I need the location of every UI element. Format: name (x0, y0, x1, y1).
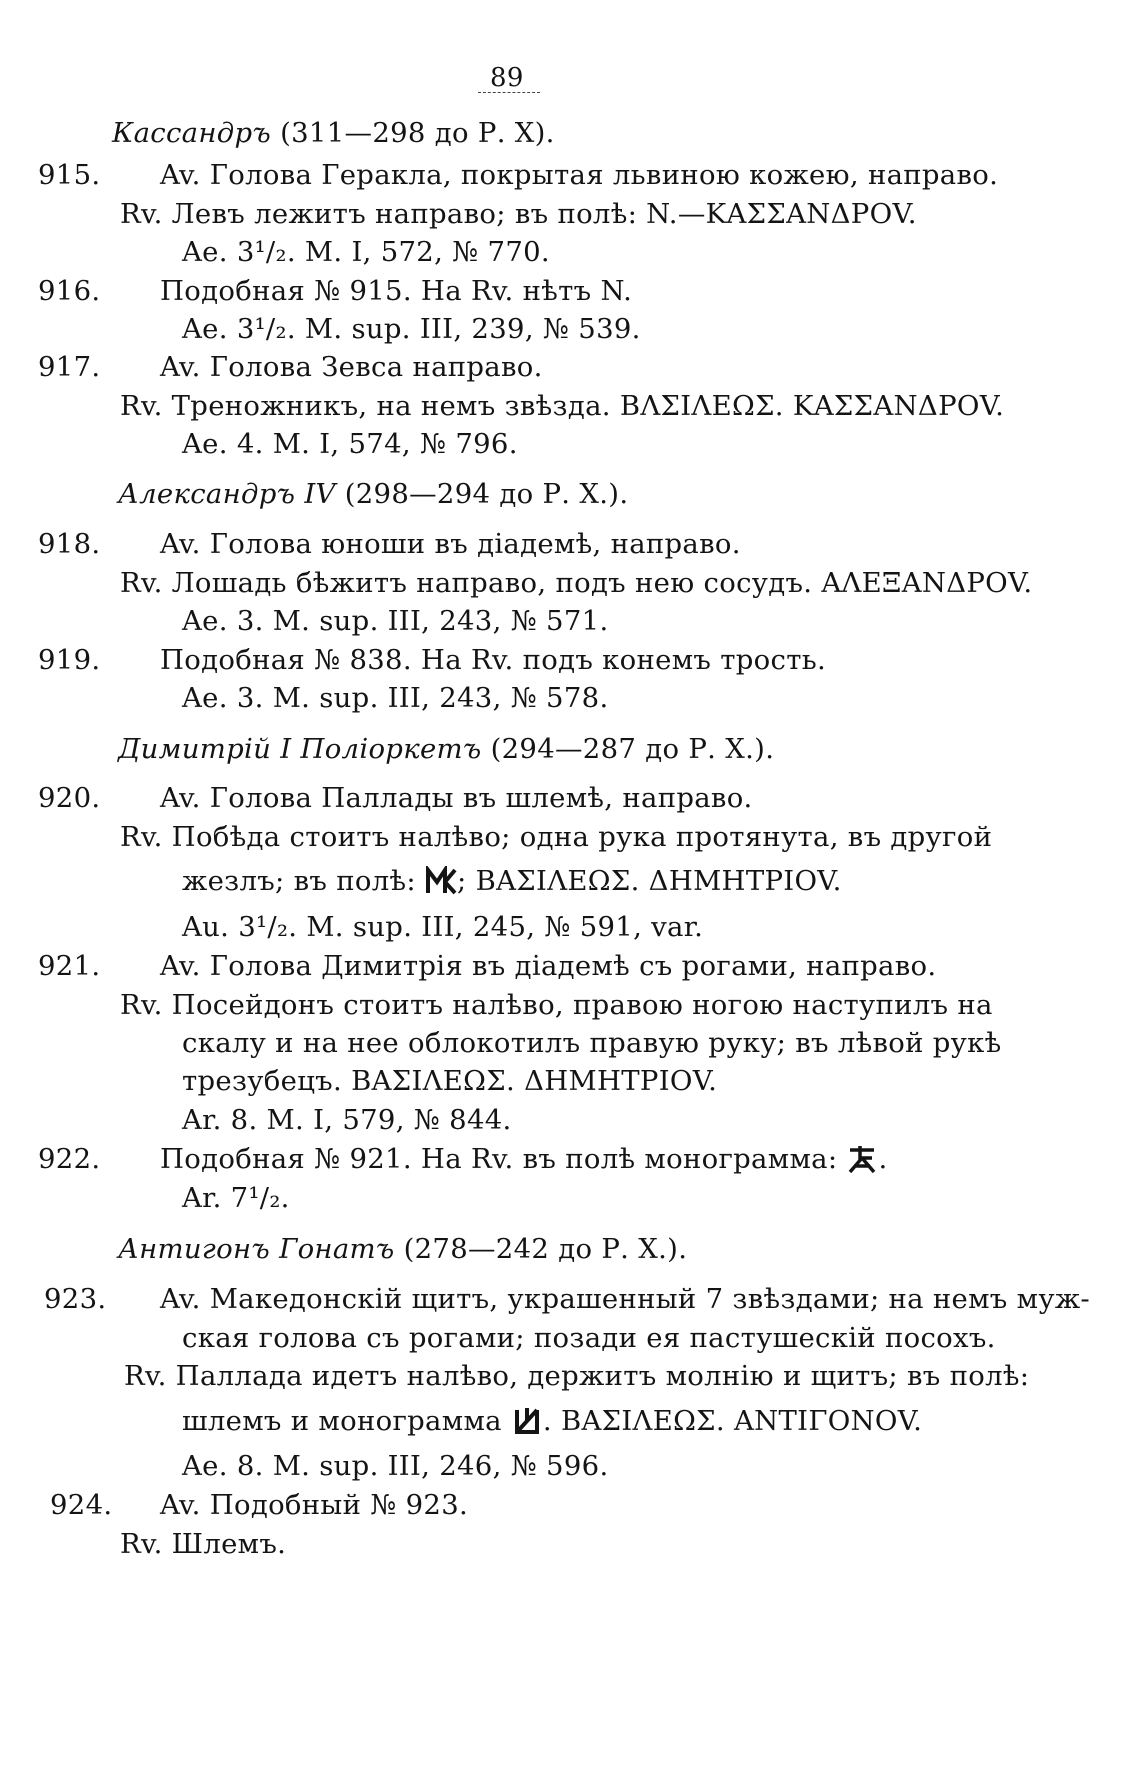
entry-920-ref: Au. 3¹/₂. M. sup. III, 245, № 591, var. (182, 911, 704, 943)
section-heading-alexander-iv (118, 474, 628, 514)
rv-text: жезлъ; въ полѣ: (182, 865, 416, 897)
ruler-name: Кассандръ (112, 117, 272, 149)
entry-923-rv: Rv. Паллада идетъ налѣво, держитъ молнію и щитъ; въ полѣ: (124, 1360, 1030, 1392)
entry-number: 920. (38, 782, 101, 814)
entry-917-rv: Rv. Треножникъ, на немъ звѣзда. ΒΛΣΙΛΕΩΣ. ΚΑΣΣΑΝΔΡΟV. (120, 390, 1005, 422)
entry-number: 917. (38, 351, 101, 383)
entry-921-ref: Ar. 8. M. I, 579, № 844. (182, 1104, 512, 1136)
rv-legend: . ΒΑΣΙΛΕΩΣ. ΑΝΤΙΓΟΝΟV. (542, 1405, 923, 1437)
obverse-text: Подобная № 915. На Rv. нѣтъ N. (160, 275, 633, 307)
entry-915-av (38, 155, 998, 195)
entry-number: 916. (38, 275, 101, 307)
entry-917-av (38, 347, 543, 387)
entry-920-av (38, 778, 753, 818)
rv-text: шлемъ и монограмма (182, 1405, 502, 1437)
entry-920-rv-cont (182, 861, 842, 901)
obverse-text: Av. Голова Димитрія въ діадемѣ съ рогами, направо. (160, 950, 937, 982)
entry-number: 918. (38, 528, 101, 560)
obverse-text: Подобная № 838. На Rv. подъ конемъ трость. (160, 644, 827, 676)
entry-923-av-cont: ская голова съ рогами; позади ея пастушескій посохъ. (182, 1322, 996, 1354)
entry-number: 915. (38, 159, 101, 191)
entry-919-av (38, 640, 826, 680)
section-heading-demetrios (118, 729, 774, 769)
ruler-dates: (298—294 до Р. Х.). (344, 478, 629, 510)
rv-legend: ; ΒΑΣΙΛΕΩΣ. ΔΗΜΗΤΡΙΟV. (457, 865, 842, 897)
obverse-text: Подобная № 921. На Rv. въ полѣ монограмма: (160, 1143, 838, 1175)
entry-923-av (44, 1279, 1090, 1319)
section-heading-antigonos (118, 1229, 687, 1269)
entry-922-av (38, 1139, 888, 1179)
ruler-name: Антигонъ Гонатъ (118, 1233, 395, 1265)
entry-916-ref: Ae. 3¹/₂. M. sup. III, 239, № 539. (182, 313, 641, 345)
ruler-name: Димитрій I Поліоркетъ (118, 733, 482, 765)
entry-924-rv: Rv. Шлемъ. (120, 1528, 287, 1560)
entry-916-av (38, 271, 632, 311)
ruler-dates: (294—287 до Р. Х.). (490, 733, 775, 765)
entry-924-av (50, 1485, 468, 1525)
monogram-922-icon (846, 1144, 878, 1174)
entry-915-ref: Ae. 3¹/₂. M. I, 572, № 770. (182, 236, 550, 268)
ruler-dates: (311—298 до Р. Х). (280, 117, 555, 149)
entry-921-av (38, 946, 936, 986)
entry-920-rv: Rv. Побѣда стоитъ налѣво; одна рука протянута, въ другой (120, 821, 993, 853)
entry-922-ref: Ar. 7¹/₂. (182, 1182, 290, 1214)
entry-number: 923. (44, 1283, 107, 1315)
obverse-text: Av. Голова юноши въ діадемѣ, направо. (160, 528, 741, 560)
entry-918-rv: Rv. Лошадь бѣжитъ направо, подъ нею сосудъ. ΑΛΕΞΑΝΔΡΟV. (120, 567, 1033, 599)
entry-918-ref: Ae. 3. M. sup. III, 243, № 571. (182, 605, 609, 637)
page-number: 89 (490, 63, 524, 93)
entry-number: 924. (50, 1489, 113, 1521)
entry-number: 921. (38, 950, 101, 982)
obverse-text: Av. Подобный № 923. (160, 1489, 469, 1521)
entry-921-rv-cont1: скалу и на нее облокотилъ правую руку; въ лѣвой рукѣ (182, 1027, 1002, 1059)
obverse-text: Av. Голова Зевса направо. (160, 351, 543, 383)
monogram-mk-icon (425, 866, 457, 896)
ruler-name: Александръ IV (118, 478, 336, 510)
entry-923-rv-cont (182, 1401, 922, 1441)
ruler-dates: (278—242 до Р. Х.). (403, 1233, 688, 1265)
page-number-rule (478, 92, 540, 93)
obverse-text: Av. Македонскій щитъ, украшенный 7 звѣздами; на немъ муж- (160, 1283, 1091, 1315)
entry-918-av (38, 524, 741, 564)
entry-921-rv: Rv. Посейдонъ стоитъ налѣво, правою ногою наступилъ на (120, 989, 993, 1021)
obverse-text: Av. Голова Геракла, покрытая львиною кожею, направо. (160, 159, 999, 191)
entry-915-rv: Rv. Левъ лежитъ направо; въ полѣ: N.—ΚΑΣΣΑΝΔΡΟV. (120, 198, 917, 230)
entry-number: 922. (38, 1143, 101, 1175)
entry-917-ref: Ae. 4. M. I, 574, № 796. (182, 428, 518, 460)
entry-919-ref: Ae. 3. M. sup. III, 243, № 578. (182, 682, 609, 714)
trailing-period: . (878, 1143, 888, 1175)
entry-923-ref: Ae. 8. M. sup. III, 246, № 596. (182, 1450, 609, 1482)
entry-921-rv-cont2: трезубецъ. ΒΑΣΙΛΕΩΣ. ΔΗΜΗΤΡΙΟV. (182, 1065, 718, 1097)
obverse-text: Av. Голова Паллады въ шлемѣ, направо. (160, 782, 753, 814)
entry-number: 919. (38, 644, 101, 676)
section-heading-kassandros (112, 113, 555, 153)
monogram-923-icon (511, 1406, 543, 1436)
